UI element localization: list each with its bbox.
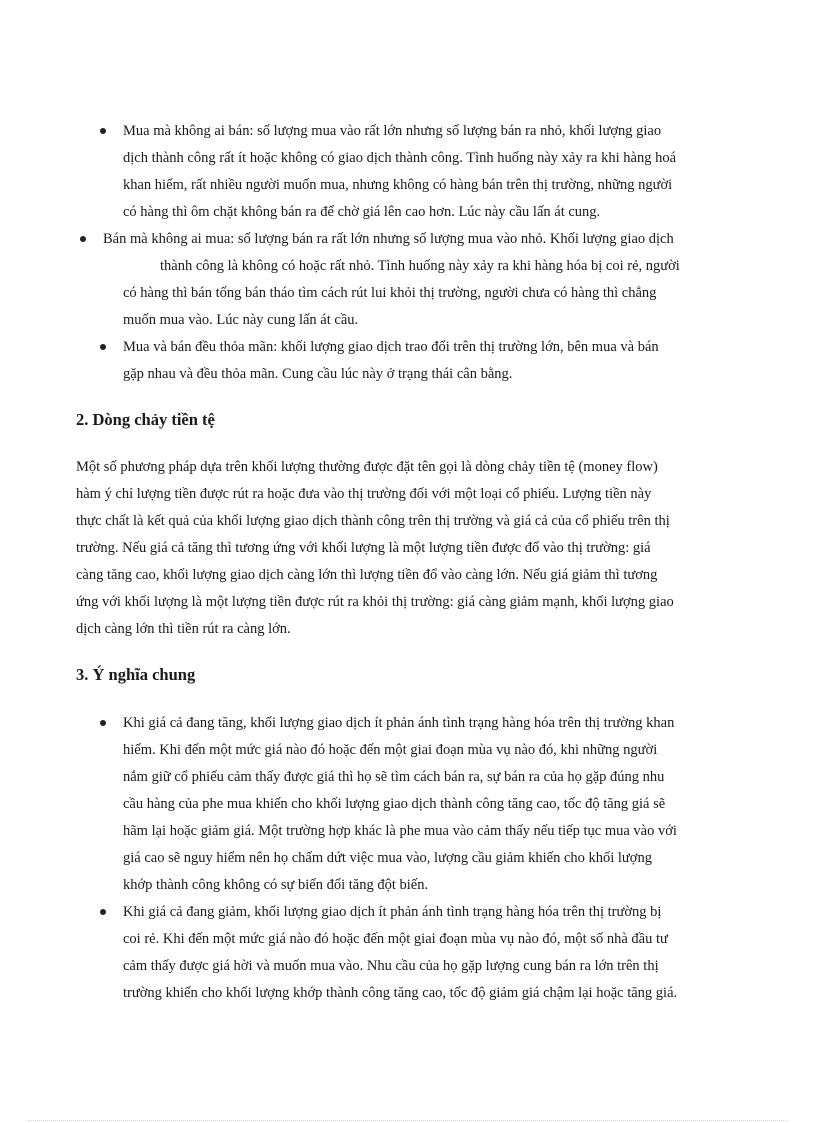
bullet-5-line-4: trường khiến cho khối lượng khớp thành công tăng cao, tốc độ giảm giá chậm lại hoặc tăng giá. — [123, 985, 678, 1001]
bullet-3-line-1: Mua và bán đều thỏa mãn: khối lượng giao dịch trao đổi trên thị trường lớn, bên mua và bán — [123, 339, 659, 355]
bullet-1-line-3: khan hiếm, rất nhiều người muốn mua, nhưng không có hàng bán trên thị trường, những người — [123, 177, 673, 193]
bullet-4-line-1: Khi giá cả đang tăng, khối lượng giao dịch ít phản ánh tình trạng hàng hóa trên thị trường khan — [123, 715, 675, 731]
bullet-marker — [100, 344, 106, 350]
paragraph-line: càng tăng cao, khối lượng giao dịch càng lớn thì lượng tiền đổ vào càng lớn. Nếu giá giảm thì tương — [76, 567, 658, 583]
paragraph-line: dịch càng lớn thì tiền rút ra càng lớn. — [76, 621, 291, 637]
bullet-2-line-3: có hàng thì bán tống bán tháo tìm cách rút lui khỏi thị trường, người chưa có hàng thì chẳng — [123, 285, 657, 301]
page-footer-divider — [28, 1120, 788, 1121]
bullet-2-line-4: muốn mua vào. Lúc này cung lấn át cầu. — [123, 312, 359, 328]
bullet-2-line-1: Bán mà không ai mua: số lượng bán ra rất lớn nhưng số lượng mua vào nhỏ. Khối lượng giao dịch — [103, 231, 674, 247]
bullet-marker — [100, 909, 106, 915]
bullet-4-line-2: hiếm. Khi đến một mức giá nào đó hoặc đến một giai đoạn mùa vụ nào đó, khi những người — [123, 742, 658, 758]
bullet-3-line-2: gặp nhau và đều thỏa mãn. Cung cầu lúc này ở trạng thái cân bằng. — [123, 366, 513, 382]
paragraph-line: trường. Nếu giá cả tăng thì tương ứng với khối lượng là một lượng tiền được đổ vào thị trường: giá — [76, 540, 651, 556]
bullet-4-line-5: hãm lại hoặc giảm giá. Một trường hợp khác là phe mua vào cảm thấy nếu tiếp tục mua vào với — [123, 823, 677, 839]
section-heading: 2. Dòng chảy tiền tệ — [76, 410, 215, 429]
bullet-1-line-1: Mua mà không ai bán: số lượng mua vào rất lớn nhưng số lượng bán ra nhỏ, khối lượng giao — [123, 123, 662, 139]
paragraph-line: ứng với khối lượng là một lượng tiền được rút ra khỏi thị trường: giá càng giảm mạnh, khối lượng giao — [76, 594, 674, 610]
paragraph-line: hàm ý chỉ lượng tiền được rút ra hoặc đưa vào thị trường đối với một loại cổ phiếu. Lượng tiền này — [76, 486, 652, 502]
bullet-4-line-6: giá cao sẽ nguy hiểm nên họ chấm dứt việc mua vào, lượng cầu giảm khiến cho khối lượng — [123, 850, 652, 866]
bullet-2-line-2: thành công là không có hoặc rất nhỏ. Tình huống này xảy ra khi hàng hóa bị coi rẻ, người — [160, 258, 680, 274]
paragraph-line: Một số phương pháp dựa trên khối lượng thường được đặt tên gọi là dòng chảy tiền tệ (money flow) — [76, 459, 658, 475]
section-heading: 3. Ý nghĩa chung — [76, 665, 196, 684]
bullet-4-line-7: khớp thành công không có sự biến đổi tăng đột biến. — [123, 877, 429, 893]
bullet-marker — [100, 720, 106, 726]
bullet-marker — [100, 128, 106, 134]
bullet-5-line-1: Khi giá cả đang giảm, khối lượng giao dịch ít phản ánh tình trạng hàng hóa trên thị trường bị — [123, 904, 662, 920]
bullet-5-line-3: cảm thấy được giá hời và muốn mua vào. Nhu cầu của họ gặp lượng cung bán ra lớn trên thị — [123, 958, 659, 974]
bullet-4-line-4: cầu hàng của phe mua khiến cho khối lượng giao dịch thành công tăng cao, tốc độ tăng giá sẽ — [123, 796, 666, 812]
bullet-5-line-2: coi rẻ. Khi đến một mức giá nào đó hoặc đến một giai đoạn mùa vụ nào đó, một số nhà đầu tư — [123, 931, 668, 947]
bullet-marker — [80, 236, 86, 242]
paragraph-line: thực chất là kết quả của khối lượng giao dịch thành công trên thị trường và giá cả của cổ phiếu trên thị — [76, 513, 670, 529]
bullet-1-line-2: dịch thành công rất ít hoặc không có giao dịch thành công. Tình huống này xảy ra khi hàng hoá — [123, 150, 677, 166]
bullet-1-line-4: có hàng thì ôm chặt không bán ra để chờ giá lên cao hơn. Lúc này cầu lấn át cung. — [123, 204, 601, 220]
bullet-4-line-3: nắm giữ cổ phiếu cảm thấy được giá thì họ sẽ tìm cách bán ra, sự bán ra của họ gặp đúng nhu — [123, 769, 665, 785]
